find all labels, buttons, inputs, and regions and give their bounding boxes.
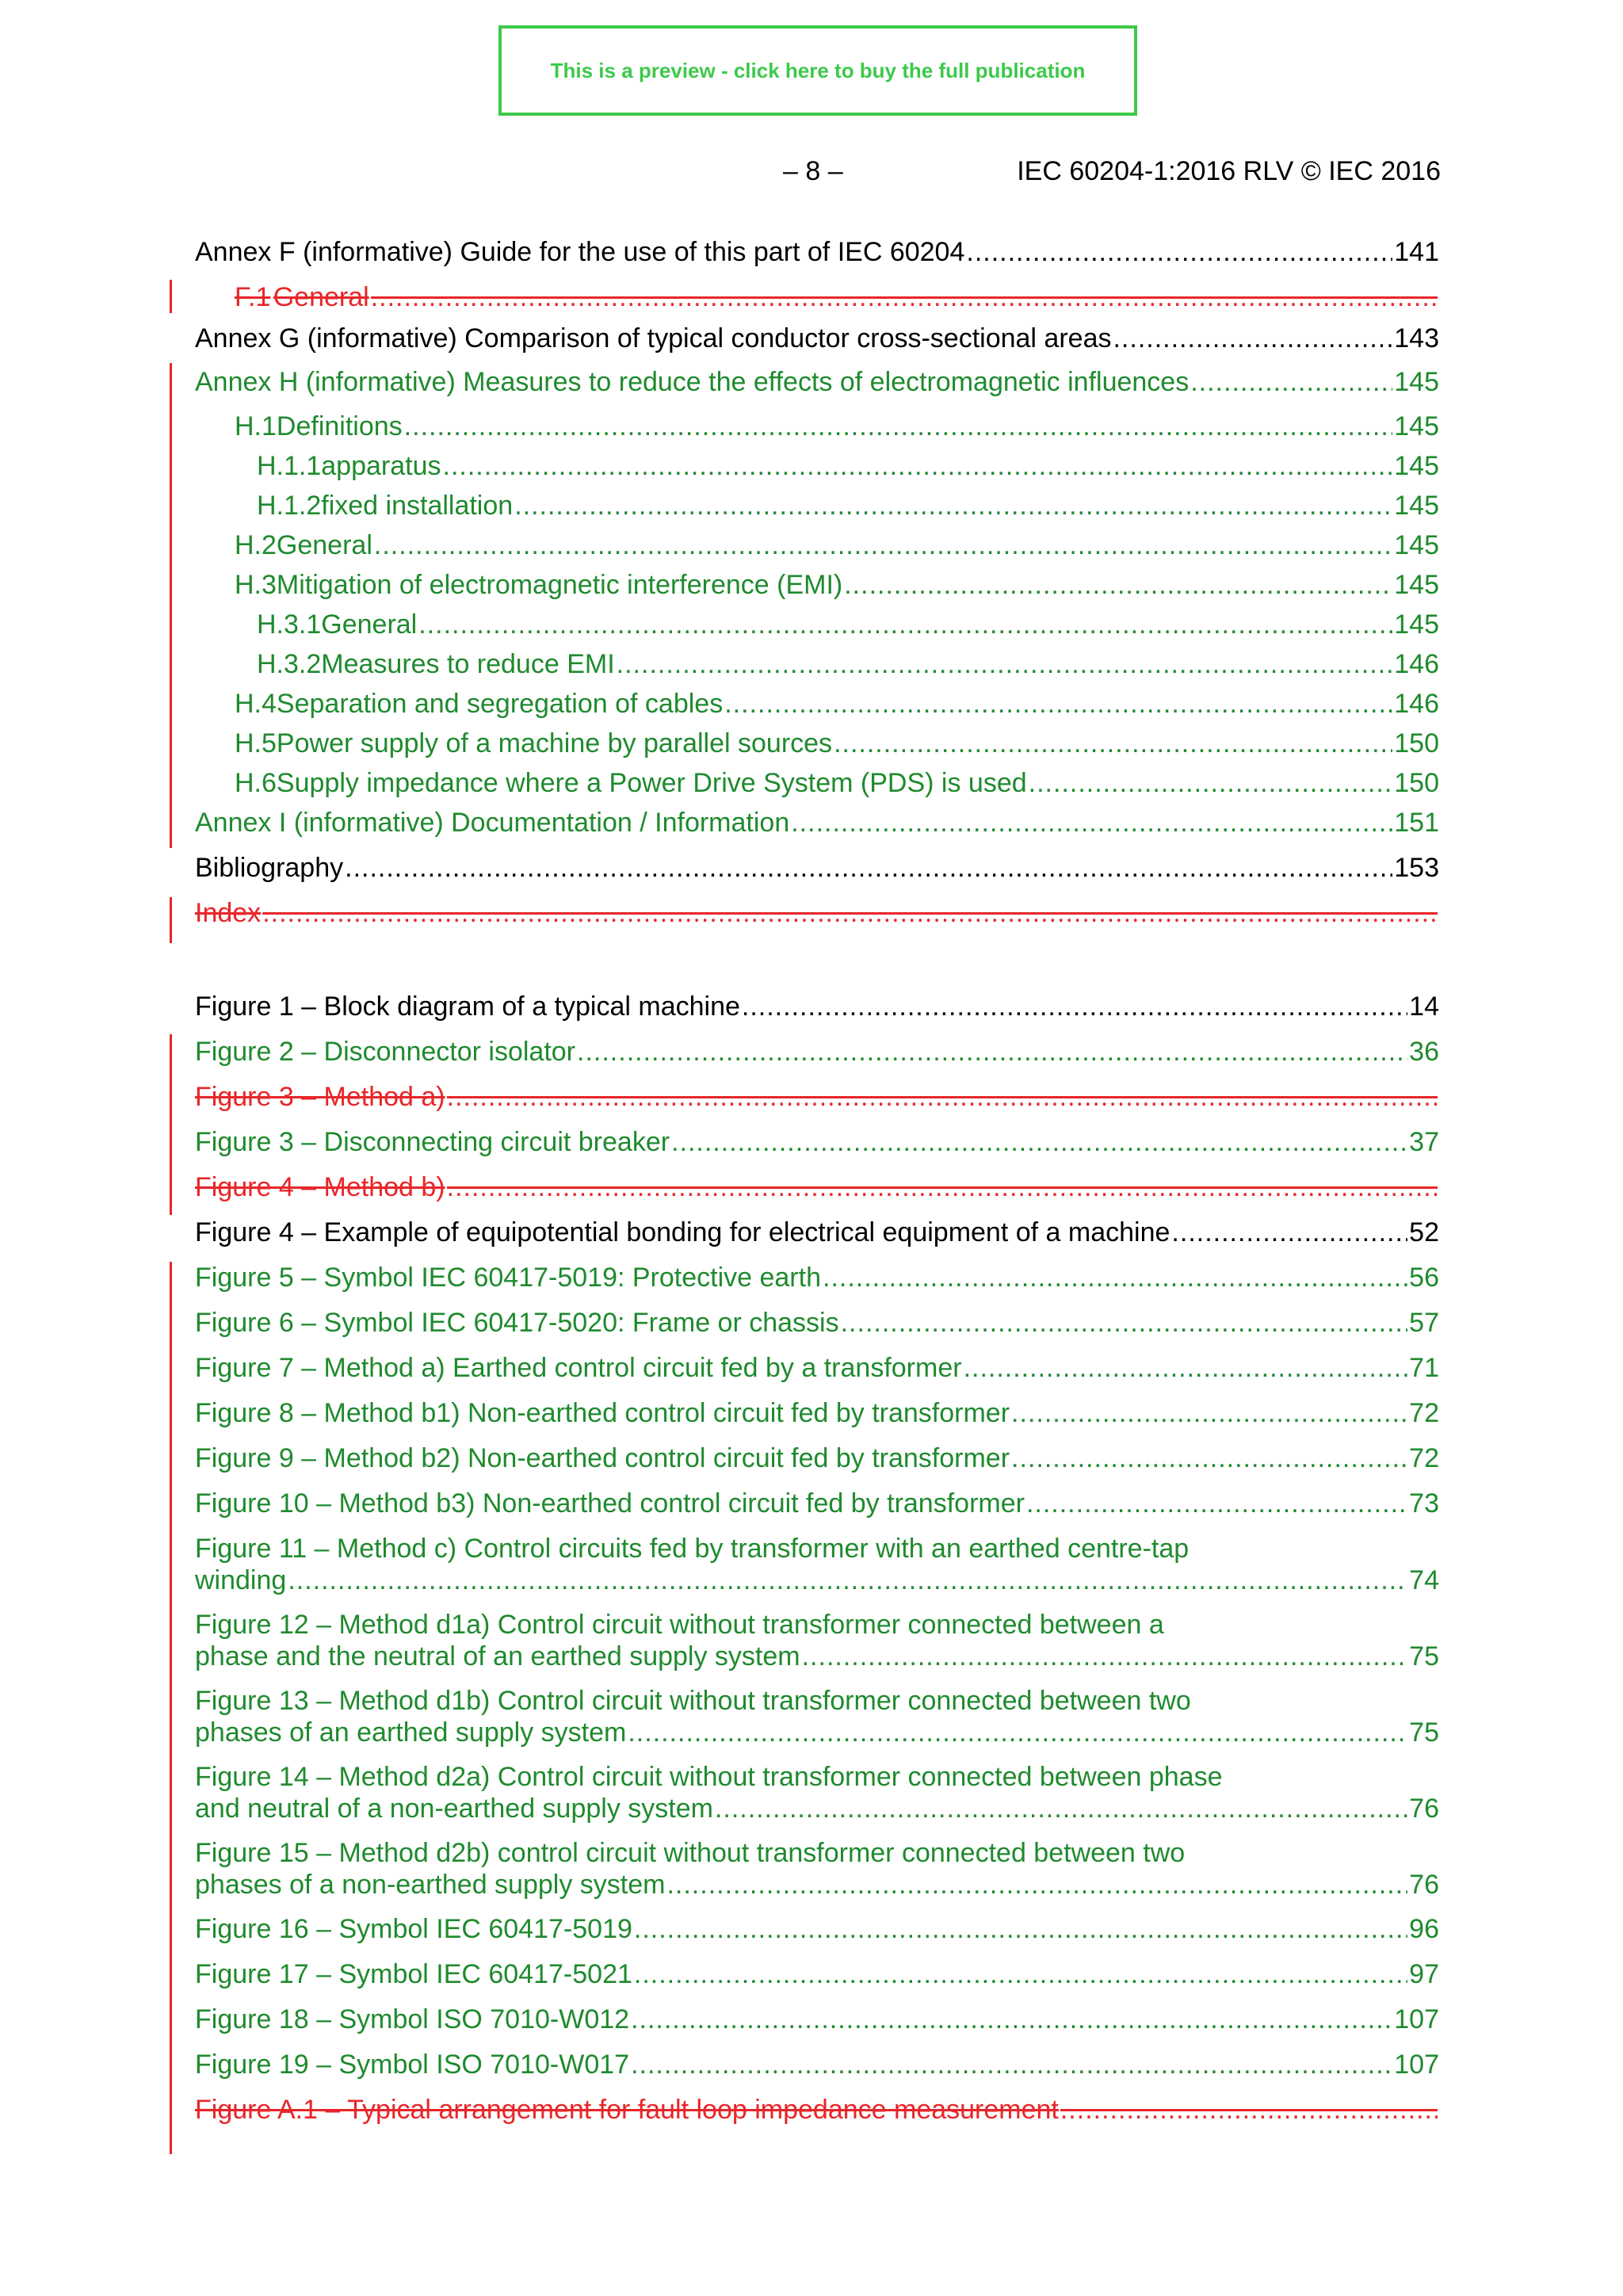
entry-page-number: 150 — [1394, 728, 1439, 758]
dot-leader — [1026, 1488, 1407, 1519]
entry-page-number: 145 — [1394, 411, 1439, 441]
entry-title: Figure 6 – Symbol IEC 60417-5020: Frame or chassis — [195, 1308, 839, 1338]
entry-title: Figure 4 – Example of equipotential bonding for electrical equipment of a machine — [195, 1217, 1170, 1247]
entry-title: General — [321, 609, 418, 640]
dot-leader — [374, 529, 1392, 561]
toc-entry[interactable] — [195, 897, 1439, 929]
entry-title: Figure 14 – Method d2a) Control circuit without transformer connected between phase — [195, 1762, 1223, 1792]
dot-leader — [514, 490, 1392, 521]
figure-entry[interactable] — [195, 1837, 1439, 1901]
entry-page-number: 97 — [1409, 1959, 1439, 1989]
entry-title: Separation and segregation of cables — [276, 689, 724, 719]
entry-number: F.1 — [235, 282, 271, 312]
entry-page-number: 145 — [1394, 609, 1439, 640]
entry-title: and neutral of a non-earthed supply system — [195, 1794, 713, 1824]
figure-entry[interactable] — [195, 1442, 1439, 1474]
toc-entry[interactable] — [195, 569, 1439, 601]
entry-title: Measures to reduce EMI — [321, 649, 615, 679]
entry-number: H.4 — [235, 689, 277, 719]
entry-title: Figure 4 – Method b) — [195, 1172, 445, 1202]
dot-leader — [671, 1126, 1407, 1158]
figure-entry[interactable] — [195, 1352, 1439, 1384]
entry-number: H.6 — [235, 768, 277, 798]
entry-title: Figure 11 – Method c) Control circuits fed by transformer with an earthed centre-tap — [195, 1534, 1190, 1564]
figure-entry[interactable] — [195, 991, 1439, 1022]
entry-title: Figure 9 – Method b2) Non-earthed control circuit fed by transformer — [195, 1443, 1010, 1473]
entry-number: H.1 — [235, 411, 277, 441]
dot-leader — [288, 1564, 1407, 1596]
entry-title: Figure 3 – Disconnecting circuit breaker — [195, 1127, 670, 1157]
dot-leader — [577, 1036, 1407, 1068]
toc-entry[interactable] — [195, 490, 1439, 521]
entry-title: phases of an earthed supply system — [195, 1717, 627, 1748]
entry-title: Figure 3 – Method a) — [195, 1082, 445, 1112]
entry-title: General — [276, 530, 372, 560]
toc-entry[interactable] — [195, 281, 1439, 313]
entry-title: Figure 5 – Symbol IEC 60417-5019: Protective earth — [195, 1263, 821, 1293]
dot-leader — [823, 1262, 1407, 1293]
entry-page-number: 76 — [1409, 1870, 1439, 1900]
dot-leader — [631, 2004, 1392, 2035]
entry-page-number: 37 — [1409, 1127, 1439, 1157]
toc-entry[interactable] — [195, 728, 1439, 759]
dot-leader — [628, 1717, 1407, 1748]
toc-entry[interactable] — [195, 366, 1439, 398]
toc-entry[interactable] — [195, 648, 1439, 680]
toc-entry[interactable] — [195, 323, 1439, 354]
dot-leader — [1029, 767, 1393, 799]
entry-title: phase and the neutral of an earthed supply system — [195, 1641, 800, 1671]
entry-page-number: 96 — [1409, 1914, 1439, 1944]
entry-number: H.3.2 — [257, 649, 322, 679]
entry-page-number: 71 — [1409, 1353, 1439, 1383]
figure-entry[interactable] — [195, 1262, 1439, 1293]
dot-leader — [634, 1958, 1407, 1990]
toc-entry[interactable] — [195, 450, 1439, 482]
dot-leader — [1113, 323, 1392, 354]
figure-entry[interactable] — [195, 1081, 1439, 1113]
entry-title: Figure 2 – Disconnector isolator — [195, 1037, 576, 1067]
entry-title: Figure 8 – Method b1) Non-earthed control circuit fed by transformer — [195, 1398, 1010, 1428]
entry-page-number: 145 — [1394, 451, 1439, 481]
entry-title: Figure 12 – Method d1a) Control circuit without transformer connected between a — [195, 1610, 1164, 1640]
entry-page-number: 145 — [1394, 530, 1439, 560]
entry-number: H.3.1 — [257, 609, 322, 640]
dot-leader — [802, 1641, 1408, 1672]
entry-title: Annex F (informative) Guide for the use of this part of IEC 60204 — [195, 237, 965, 267]
figure-entry[interactable] — [195, 1913, 1439, 1945]
entry-page-number: 141 — [1394, 237, 1439, 267]
figure-entry[interactable] — [195, 1609, 1439, 1672]
entry-title: fixed installation — [321, 491, 514, 521]
entry-page-number: 143 — [1394, 323, 1439, 353]
figure-entry[interactable] — [195, 1397, 1439, 1429]
toc-entry[interactable] — [195, 609, 1439, 640]
entry-title: Annex H (informative) Measures to reduce the effects of electromagnetic influences — [195, 367, 1190, 397]
entry-title: Figure 7 – Method a) Earthed control circuit fed by a transformer — [195, 1353, 962, 1383]
entry-number: H.1.1 — [257, 451, 322, 481]
entry-number: H.2 — [235, 530, 277, 560]
figure-entry[interactable] — [195, 1171, 1439, 1203]
entry-page-number: 145 — [1394, 491, 1439, 521]
dot-leader — [844, 569, 1392, 601]
entry-title: Annex I (informative) Documentation / Information — [195, 808, 790, 838]
entry-page-number: 73 — [1409, 1488, 1439, 1519]
dot-leader — [1060, 2094, 1438, 2126]
figure-entry[interactable] — [195, 1685, 1439, 1748]
figure-entry[interactable] — [195, 1217, 1439, 1248]
entry-page-number: 72 — [1409, 1398, 1439, 1428]
entry-title: Mitigation of electromagnetic interference (EMI) — [276, 570, 843, 600]
dot-leader — [715, 1793, 1407, 1824]
entry-title: Annex G (informative) Comparison of typical conductor cross-sectional areas — [195, 323, 1112, 353]
entry-page-number: 75 — [1409, 1717, 1439, 1748]
toc-entry[interactable] — [195, 852, 1439, 884]
dot-leader — [345, 852, 1392, 884]
dot-leader — [666, 1869, 1407, 1901]
dot-leader — [418, 609, 1392, 640]
dot-leader — [262, 897, 1438, 929]
entry-title: Definitions — [276, 411, 403, 441]
entry-page-number: 14 — [1409, 991, 1439, 1022]
dot-leader — [634, 1913, 1407, 1945]
toc-entry[interactable] — [195, 807, 1439, 839]
figure-entry[interactable] — [195, 2004, 1439, 2035]
toc-entry[interactable] — [195, 688, 1439, 720]
dot-leader — [371, 281, 1438, 313]
dot-leader — [1190, 366, 1392, 398]
entry-title: General — [273, 282, 369, 312]
entry-page-number: 146 — [1394, 649, 1439, 679]
entry-title: Figure 18 – Symbol ISO 7010-W012 — [195, 2004, 630, 2034]
entry-number: H.5 — [235, 728, 277, 758]
entry-title: Figure 19 – Symbol ISO 7010-W017 — [195, 2050, 630, 2080]
figure-entry[interactable] — [195, 1488, 1439, 1519]
dot-leader — [447, 1171, 1438, 1203]
entry-page-number: 36 — [1409, 1037, 1439, 1067]
entry-title: winding — [195, 1565, 287, 1595]
figure-entry[interactable] — [195, 1958, 1439, 1990]
entry-title: Figure 15 – Method d2b) control circuit without transformer connected between two — [195, 1838, 1186, 1868]
entry-title: Index — [195, 898, 262, 928]
entry-page-number: 76 — [1409, 1794, 1439, 1824]
dot-leader — [631, 2049, 1392, 2080]
entry-page-number: 145 — [1394, 367, 1439, 397]
dot-leader — [1171, 1217, 1407, 1248]
entry-title: Figure 1 – Block diagram of a typical machine — [195, 991, 740, 1022]
figure-entry[interactable] — [195, 1126, 1439, 1158]
entry-number: H.1.2 — [257, 491, 322, 521]
entry-title: Figure 13 – Method d1b) Control circuit without transformer connected between two — [195, 1686, 1191, 1716]
buy-full-publication-banner[interactable]: This is a preview - click here to buy the full publication — [498, 25, 1137, 116]
dot-leader — [447, 1081, 1438, 1113]
dot-leader — [443, 450, 1393, 482]
entry-title: Figure 17 – Symbol IEC 60417-5021 — [195, 1959, 632, 1989]
dot-leader — [617, 648, 1393, 680]
entry-page-number: 57 — [1409, 1308, 1439, 1338]
entry-page-number: 145 — [1394, 570, 1439, 600]
entry-title: apparatus — [321, 451, 441, 481]
figure-entry[interactable] — [195, 1533, 1439, 1596]
toc-entry[interactable] — [195, 529, 1439, 561]
entry-title: Power supply of a machine by parallel sources — [276, 728, 833, 758]
document-reference: IEC 60204-1:2016 RLV © IEC 2016 — [1017, 156, 1441, 186]
entry-title: phases of a non-earthed supply system — [195, 1870, 666, 1900]
entry-page-number: 151 — [1394, 808, 1439, 838]
page-number: – 8 – — [783, 156, 843, 186]
dot-leader — [1011, 1442, 1407, 1474]
entry-title: Figure 10 – Method b3) Non-earthed control circuit fed by transformer — [195, 1488, 1025, 1519]
entry-number: H.3 — [235, 570, 277, 600]
dot-leader — [834, 728, 1392, 759]
entry-page-number: 150 — [1394, 768, 1439, 798]
dot-leader — [724, 688, 1392, 720]
entry-page-number: 153 — [1394, 853, 1439, 883]
toc-entry[interactable] — [195, 236, 1439, 268]
dot-leader — [964, 1352, 1408, 1384]
dot-leader — [841, 1307, 1408, 1339]
figure-entry[interactable] — [195, 2049, 1439, 2080]
dot-leader — [404, 411, 1393, 442]
dot-leader — [791, 807, 1392, 839]
dot-leader — [1011, 1397, 1407, 1429]
figure-entry[interactable] — [195, 1036, 1439, 1068]
entry-page-number: 75 — [1409, 1641, 1439, 1671]
entry-page-number: 72 — [1409, 1443, 1439, 1473]
figure-entry[interactable] — [195, 1761, 1439, 1824]
toc-entry[interactable] — [195, 767, 1439, 799]
entry-page-number: 146 — [1394, 689, 1439, 719]
toc-entry[interactable] — [195, 411, 1439, 442]
entry-page-number: 107 — [1394, 2050, 1439, 2080]
entry-title: Bibliography — [195, 853, 344, 883]
entry-page-number: 56 — [1409, 1263, 1439, 1293]
entry-page-number: 52 — [1409, 1217, 1439, 1247]
entry-page-number: 74 — [1409, 1565, 1439, 1595]
entry-title: Figure 16 – Symbol IEC 60417-5019 — [195, 1914, 632, 1944]
dot-leader — [742, 991, 1407, 1022]
figure-entry[interactable] — [195, 2094, 1439, 2126]
entry-title: Supply impedance where a Power Drive System (PDS) is used — [276, 768, 1027, 798]
entry-page-number: 107 — [1394, 2004, 1439, 2034]
entry-title: Figure A.1 – Typical arrangement for fault loop impedance measurement — [195, 2095, 1059, 2125]
figure-entry[interactable] — [195, 1307, 1439, 1339]
dot-leader — [966, 236, 1392, 268]
